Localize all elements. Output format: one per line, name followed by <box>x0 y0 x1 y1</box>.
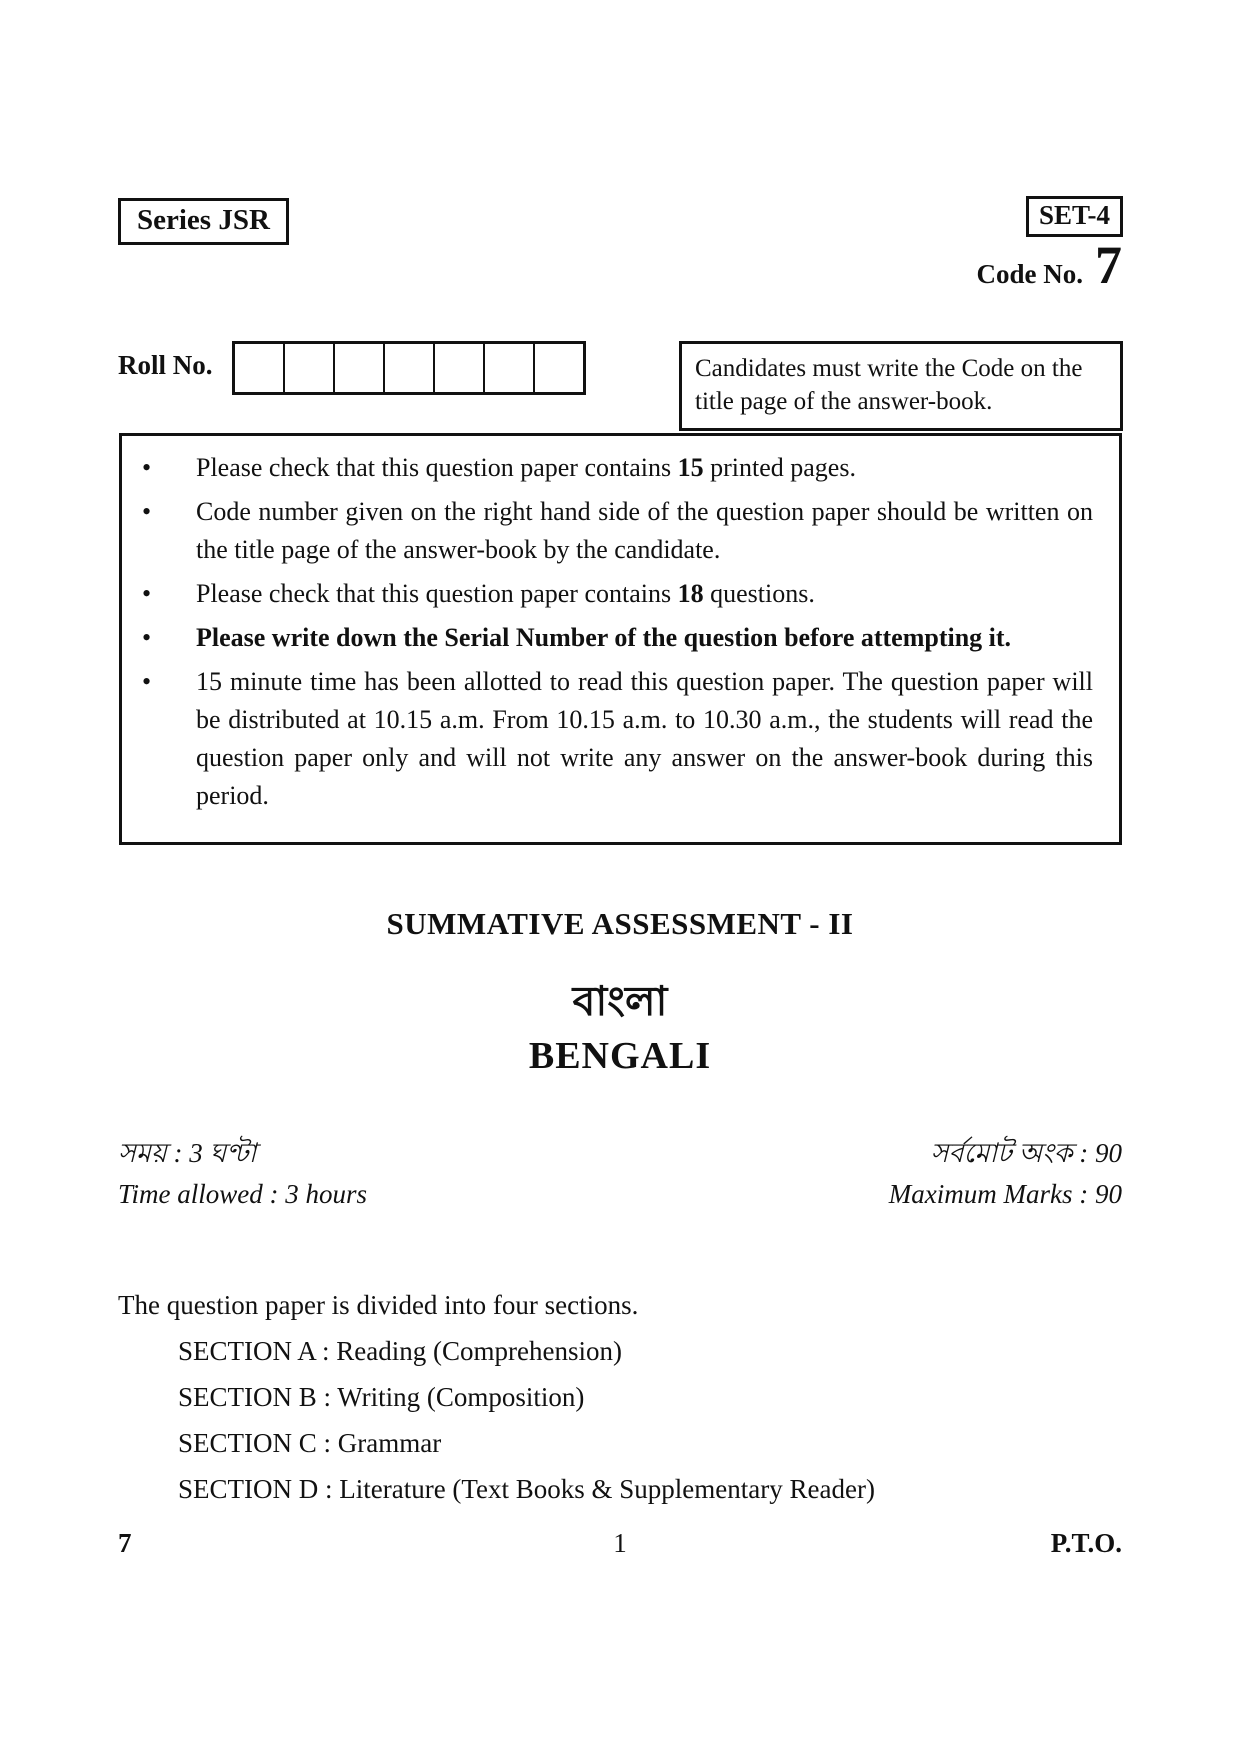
assessment-title: SUMMATIVE ASSESSMENT - II <box>386 906 854 941</box>
time-allowed-english: Time allowed : 3 hours <box>118 1179 368 1209</box>
candidates-note-line1: Candidates must write the Code on the <box>695 355 1083 382</box>
roll-no-cell[interactable] <box>483 344 533 392</box>
instruction-text: Code number given on the right hand side of the question paper should be written on the title page of the answer-book by the candidate. <box>196 497 1093 564</box>
instruction-text-bold: 18 <box>677 579 704 608</box>
section-b-line: SECTION B : Writing (Composition) <box>178 1382 585 1412</box>
code-no-value: 7 <box>1095 235 1122 295</box>
roll-no-cell[interactable] <box>283 344 333 392</box>
set-box <box>1026 196 1123 237</box>
set-label: SET-4 <box>1038 200 1110 230</box>
instruction-bullet-2 <box>142 493 1099 569</box>
bullet-icon: • <box>142 579 152 608</box>
roll-no-cell[interactable] <box>383 344 433 392</box>
bullet-icon: • <box>142 623 152 652</box>
instructions-box <box>119 433 1122 845</box>
maximum-marks-block <box>889 1133 1122 1215</box>
roll-no-cell[interactable] <box>333 344 383 392</box>
instruction-text-segment: Please check that this question paper contains <box>196 579 678 608</box>
section-c-line: SECTION C : Grammar <box>178 1428 442 1458</box>
bullet-icon: • <box>142 667 152 696</box>
section-a-line: SECTION A : Reading (Comprehension) <box>178 1336 622 1366</box>
instruction-text-segment: printed pages. <box>703 453 856 482</box>
footer-page-number: 1 <box>613 1528 627 1558</box>
code-no-label: Code No. <box>976 259 1083 289</box>
roll-no-grid <box>232 341 586 395</box>
time-allowed-bengali: সময় : 3 ঘণ্টা <box>118 1138 257 1168</box>
sections-intro: The question paper is divided into four sections. <box>118 1290 639 1320</box>
footer-pto: P.T.O. <box>1050 1528 1122 1558</box>
roll-no-cell[interactable] <box>433 344 483 392</box>
section-d-line: SECTION D : Literature (Text Books & Supplementary Reader) <box>178 1474 875 1504</box>
instruction-text-segment: questions. <box>703 579 815 608</box>
time-allowed-block <box>118 1133 367 1215</box>
instruction-text: Please write down the Serial Number of the question before attempting it. <box>196 623 1012 652</box>
candidates-note-line2: title page of the answer-book. <box>695 388 993 415</box>
series-label: Series JSR <box>137 204 270 236</box>
subject-title-english: BENGALI <box>528 1035 712 1077</box>
roll-no-label: Roll No. <box>118 350 213 380</box>
roll-no-cell[interactable] <box>235 344 283 392</box>
code-no-row <box>976 235 1123 295</box>
footer-code-number: 7 <box>118 1528 132 1558</box>
instruction-bullet-1 <box>142 449 1099 487</box>
instruction-text <box>196 575 1099 613</box>
maximum-marks-english: Maximum Marks : 90 <box>888 1179 1122 1209</box>
instruction-bullet-3 <box>142 575 1099 613</box>
instruction-text <box>196 449 1099 487</box>
instruction-bullet-5 <box>142 663 1099 815</box>
subject-title-bengali: বাংলা <box>572 978 668 1024</box>
instruction-text-segment: Please check that this question paper contains <box>196 453 678 482</box>
maximum-marks-bengali: সর্বমোট অংক : 90 <box>930 1138 1122 1168</box>
instruction-text: 15 minute time has been allotted to read this question paper. The question paper will be distributed at 10.15 a.m. From 10.15 a.m. to 10.30 a.m., the students will read the question paper only and will not write any answer on the answer-book during this period. <box>196 667 1093 810</box>
bullet-icon: • <box>142 497 152 526</box>
instruction-bullet-4 <box>142 619 1099 657</box>
sections-block <box>118 1288 1122 1506</box>
bullet-icon: • <box>142 453 152 482</box>
candidates-note-box <box>679 341 1123 431</box>
instruction-text-bold: 15 <box>677 453 704 482</box>
roll-no-cell[interactable] <box>533 344 583 392</box>
series-box <box>118 198 289 245</box>
